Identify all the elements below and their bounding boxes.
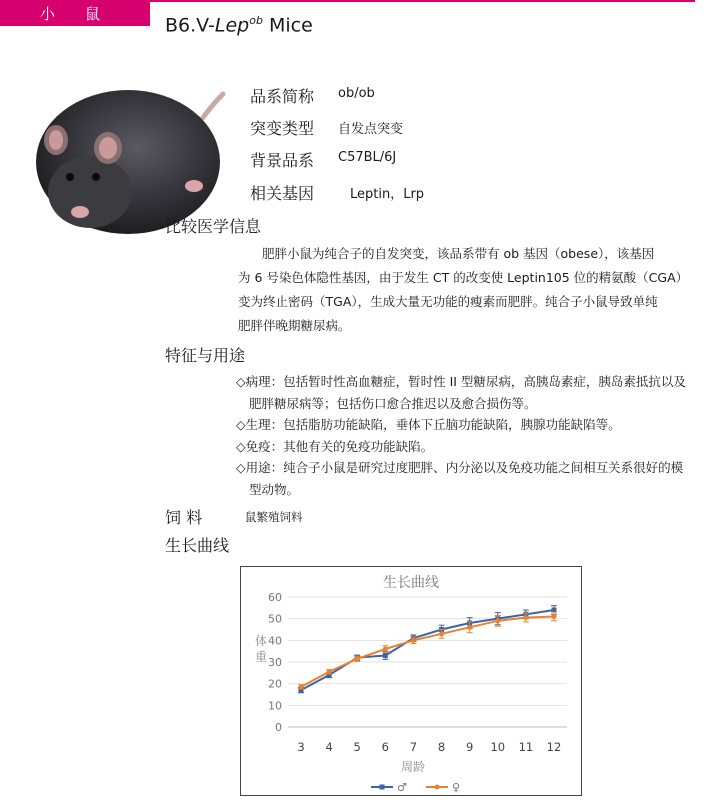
data-point (523, 615, 528, 620)
x-tick-label: 12 (546, 740, 562, 754)
y-tick-label: 10 (268, 699, 282, 713)
x-tick-label: 7 (409, 740, 418, 754)
feature-item-usage: ◇用途：纯合子小鼠是研究过度肥胖、内分泌以及免疫功能之间相互关系很好的模型动物。 (236, 460, 684, 497)
feature-item-physiology: ◇生理：包括脂肪功能缺陷，垂体下丘脑功能缺陷，胰腺功能缺陷等。 (236, 417, 621, 432)
data-point (552, 614, 557, 619)
legend-item (371, 781, 407, 794)
y-tick-label: 20 (268, 677, 282, 691)
legend-marker (435, 785, 440, 790)
info-value: ob/ob (338, 86, 375, 101)
legend-label: ♂ (397, 781, 407, 794)
data-point (439, 631, 444, 636)
data-point (299, 684, 304, 689)
data-point (495, 618, 500, 623)
data-point (383, 647, 388, 652)
y-tick-label: 40 (268, 634, 282, 648)
title-prefix: B6.V- (165, 14, 215, 37)
y-axis-label-char: 体 (255, 634, 268, 648)
chart-legend (371, 781, 460, 794)
title-superscript: ob (249, 14, 263, 27)
feed-heading: 饲 料 (165, 508, 203, 527)
growth-chart-svg (241, 567, 581, 795)
info-label: 突变类型 (250, 119, 315, 138)
feature-item-immunity: ◇免疫：其他有关的免疫功能缺陷。 (236, 438, 434, 454)
legend-item (426, 781, 460, 794)
y-axis-label-char: 重 (255, 650, 268, 664)
growth-chart (240, 566, 582, 796)
info-label: 背景品系 (250, 151, 315, 170)
x-tick-label: 9 (466, 740, 474, 754)
data-point (327, 669, 332, 674)
x-tick-label: 11 (518, 740, 534, 754)
text-line: 肥胖伴晚期糖尿病。 (238, 318, 351, 333)
title-suffix: Mice (262, 14, 313, 37)
text-line: 为 6 号染色体隐性基因，由于发生 CT 的改变使 Leptin105 位的精氨酸（CGA） (238, 270, 689, 285)
y-tick-label: 60 (268, 591, 282, 604)
series-line (301, 610, 554, 690)
chart-y-axis-label (255, 633, 267, 664)
page-title (165, 14, 313, 36)
info-value: C57BL/6J (338, 150, 397, 165)
info-label: 相关基因 (250, 184, 315, 203)
series-line (301, 617, 554, 687)
data-point (355, 656, 360, 661)
y-tick-label: 0 (275, 721, 282, 734)
chart-y-ticks (268, 591, 282, 734)
y-tick-label: 30 (268, 656, 282, 669)
growth-curve-heading: 生长曲线 (165, 536, 230, 555)
x-tick-label: 10 (490, 740, 506, 754)
legend-marker (380, 785, 385, 790)
series-female (298, 612, 557, 689)
data-point (383, 653, 388, 658)
info-label: 品系简称 (250, 87, 315, 106)
chart-x-axis-label: 周龄 (400, 760, 426, 774)
data-point (411, 638, 416, 643)
x-tick-label: 5 (353, 740, 361, 754)
info-value: 自发点突变 (338, 122, 404, 137)
comparative-medicine-heading: 比较医学信息 (165, 217, 262, 236)
x-tick-label: 3 (297, 740, 305, 754)
feature-item-pathology: ◇病理：包括暂时性高血糖症，暂时性 II 型糖尿病，高胰岛素症，胰岛素抵抗以及肥胖糖尿病等；包括伤口愈合推迟以及愈合损伤等。 (236, 374, 686, 411)
top-bar (0, 0, 710, 26)
header-rule (150, 0, 695, 2)
features-list (236, 371, 686, 500)
x-tick-label: 4 (325, 740, 333, 754)
info-value: Leptin，Lrp (350, 187, 425, 202)
x-tick-label: 6 (381, 740, 389, 754)
text-line: 变为终止密码（TGA），生成大量无功能的瘦素而肥胖。纯合子小鼠导致单纯 (238, 294, 658, 309)
title-gene: Lep (214, 14, 250, 37)
text-line: 肥胖小鼠为纯合子的自发突变，该品系带有 ob 基因（obese），该基因 (262, 246, 655, 261)
chart-x-ticks (297, 740, 561, 754)
x-tick-label: 8 (437, 740, 446, 754)
data-point (467, 625, 472, 630)
feed-value: 鼠繁殖饲料 (245, 510, 303, 524)
y-tick-label: 50 (268, 612, 282, 626)
features-heading: 特征与用途 (165, 346, 246, 365)
legend-label: ♀ (452, 781, 461, 794)
comparative-medicine-text (238, 242, 689, 338)
chart-title: 生长曲线 (383, 575, 439, 591)
category-tab: 小鼠 (0, 0, 150, 26)
